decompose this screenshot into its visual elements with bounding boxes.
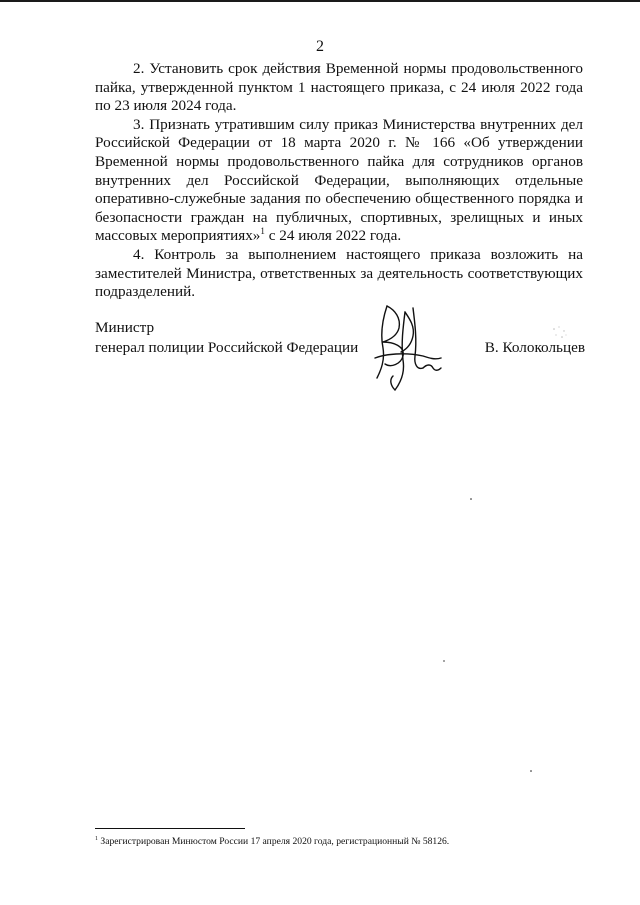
scan-speck [443,660,445,662]
signature-block [95,318,585,398]
footnote-separator [95,828,245,829]
footnote-marker: 1 [95,835,98,842]
signatory-name: В. Колокольцев [484,339,585,356]
footnote [95,836,595,848]
scan-top-edge [0,0,640,2]
document-body [95,60,583,302]
paragraph-2: 2. Установить срок действия Временной нормы продовольственного пайка, утвержденной пунктом 1 настоящего приказа, с 24 июля 2022 года по 23 июля 2024 года. [95,60,583,115]
paragraph-3-text-end: с 24 июля 2022 года. [264,227,402,245]
paragraph-3-text: 3. Признать утратившим силу приказ Министерства внутренних дел Российской Федерации от 18 марта 2020 г. № 166 «Об утверждении Временной нормы продовольственного пайка для сотрудников органов внутренних дел Российской Федерации, выполняющих отдельные оперативно-служебные задания по обеспечению общественного порядка и безопасности граждан на публичных, спортивных, зрелищных и иных массовых мероприятиях» [95,115,583,245]
scan-speck [470,498,472,500]
page-number: 2 [316,38,324,55]
footnote-reference: 1 [260,226,265,237]
paragraph-3 [95,116,583,246]
handwritten-signature [365,298,445,398]
scan-speck [530,770,532,772]
paragraph-4: 4. Контроль за выполнением настоящего приказа возложить на заместителей Министра, ответственных за деятельность соответствующих подразделений. [95,245,583,301]
signatory-rank: генерал полиции Российской Федерации [95,339,359,356]
signatory-position: Министр [95,319,155,336]
footnote-text: Зарегистрирован Минюстом России 17 апреля 2020 года, регистрационный № 58126. [98,836,450,847]
